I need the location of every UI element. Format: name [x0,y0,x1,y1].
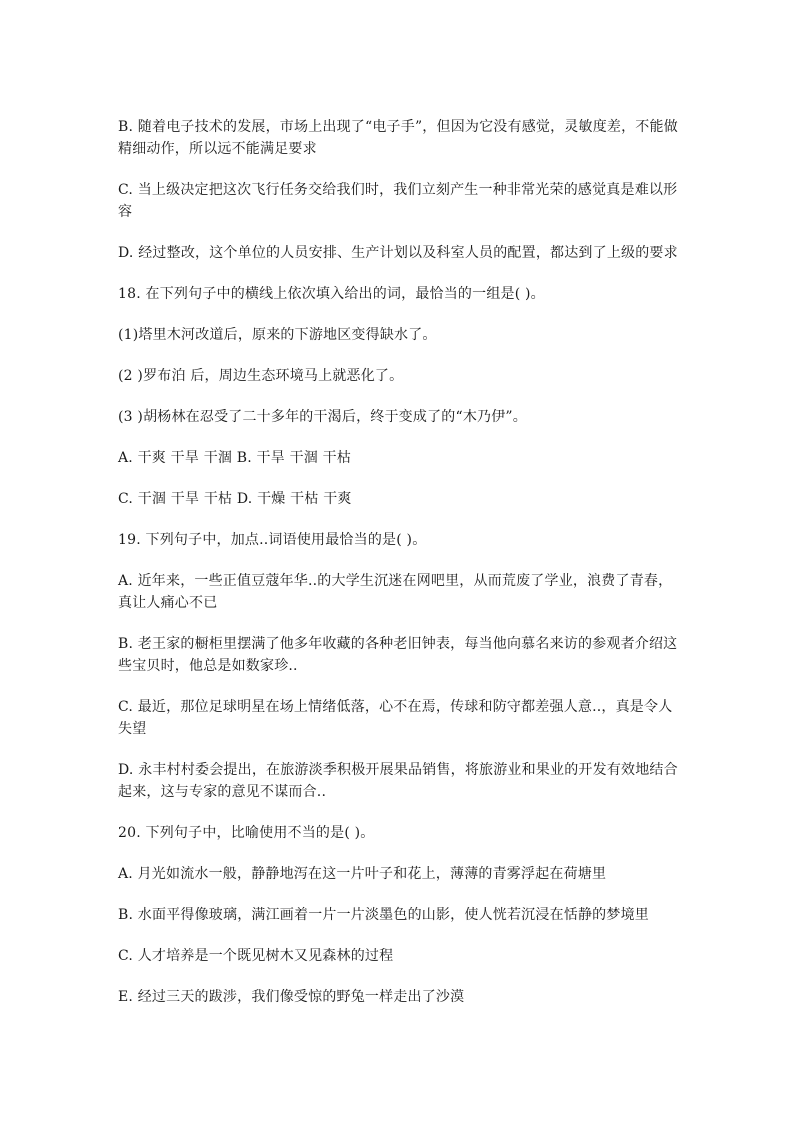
question-18-stem: 18. 在下列句子中的横线上依次填入给出的词，最恰当的一组是( )。 [118,286,545,302]
question-19-option-a: A. 近年来，一些正值豆蔻年华..的大学生沉迷在网吧里，从而荒废了学业，浪费了青春，真让人痛心不已 [118,573,673,611]
document-body [118,116,680,1027]
question-19-option-d: D. 永丰村村委会提出，在旅游淡季积极开展果品销售，将旅游业和果业的开发有效地结合起来，这与专家的意见不谋而合.. [118,762,678,800]
option-b-paragraph: B. 随着电子技术的发展，市场上出现了“电子手”，但因为它没有感觉，灵敏度差，不能做精细动作，所以远不能满足要求 [118,119,678,157]
question-18-sentence-2: (2 )罗布泊 后，周边生态环境马上就恶化了。 [118,368,404,384]
question-18-sentence-3: (3 )胡杨林在忍受了二十多年的干渴后，终于变成了的“木乃伊”。 [118,409,527,425]
option-c-paragraph: C. 当上级决定把这次飞行任务交给我们时，我们立刻产生一种非常光荣的感觉真是难以形容 [118,182,678,220]
question-18-options-cd: C. 干涸 干旱 干枯 D. 干燥 干枯 干爽 [118,491,352,507]
question-19-option-b: B. 老王家的橱柜里摆满了他多年收藏的各种老旧钟表，每当他向慕名来访的参观者介绍这些宝贝时，他总是如数家珍.. [118,636,678,674]
question-18-options-ab: A. 干爽 干旱 干涸 B. 干旱 干涸 干枯 [118,450,352,466]
question-20-stem: 20. 下列句子中，比喻使用不当的是( )。 [118,825,375,841]
question-20-option-a: A. 月光如流水一般，静静地泻在这一片叶子和花上，薄薄的青雾浮起在荷塘里 [118,866,607,882]
question-20-option-b: B. 水面平得像玻璃，满江画着一片一片淡墨色的山影，使人恍若沉浸在恬静的梦境里 [118,907,649,923]
question-18-sentence-1: (1)塔里木河改道后，原来的下游地区变得缺水了。 [118,327,437,343]
question-20-option-e: E. 经过三天的跋涉，我们像受惊的野兔一样走出了沙漠 [118,989,465,1005]
question-19-option-c: C. 最近，那位足球明星在场上情绪低落，心不在焉，传球和防守都差强人意..，真是令人失望 [118,699,673,737]
question-20-option-c: C. 人才培养是一个既见树木又见森林的过程 [118,948,394,964]
question-19-stem: 19. 下列句子中，加点..词语使用最恰当的是( )。 [118,532,427,548]
option-d-paragraph: D. 经过整改，这个单位的人员安排、生产计划以及科室人员的配置，都达到了上级的要求 [118,245,678,261]
